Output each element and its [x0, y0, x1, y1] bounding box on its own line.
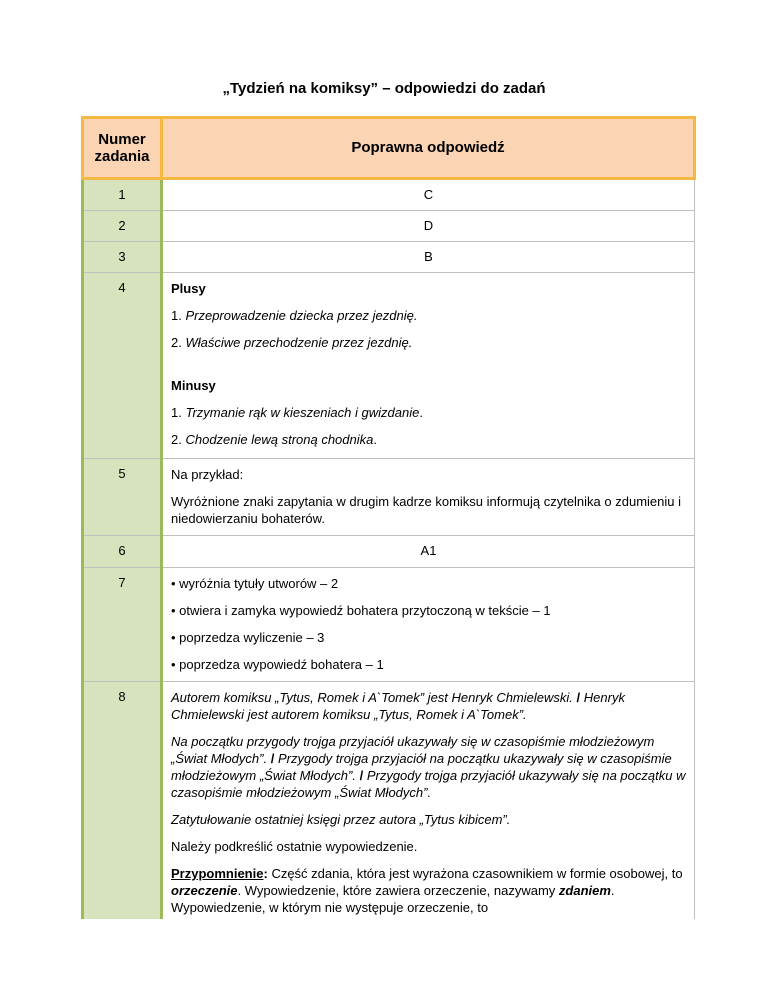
task-number: 1	[83, 179, 162, 211]
answer-line: Na przykład:	[171, 467, 244, 482]
list-item: • poprzedza wyliczenie – 3	[171, 630, 325, 645]
answer-paragraph: Należy podkreślić ostatnie wypowiedzenie.	[171, 839, 418, 854]
answer-paragraph: Na początku przygody trojga przyjaciół ukazywały się w czasopiśmie młodzieżowym „Świat Młodych”. / Przygody trojga przyjaciół na początku ukazywały się w czasopiśmie młodzieżowym „Świat Młodych”. / Przygody trojga przyjaciół ukazywały się na początku w czasopiśmie młodzieżowym „Świat Młodych”.	[171, 734, 686, 800]
minus-item: 1. Trzymanie rąk w kieszeniach i gwizdanie.	[171, 405, 423, 420]
plus-item: 2. Właściwe przechodzenie przez jezdnię.	[171, 335, 413, 350]
table-header-row	[83, 118, 695, 179]
task-number: 3	[83, 242, 162, 273]
task-answer	[162, 273, 695, 459]
task-number: 2	[83, 211, 162, 242]
table-row	[83, 568, 695, 682]
task-answer	[162, 459, 695, 536]
task-number: 6	[83, 536, 162, 568]
table-row	[83, 211, 695, 242]
task-answer	[162, 568, 695, 682]
table-row	[83, 536, 695, 568]
task-answer: C	[162, 179, 695, 211]
table-row	[83, 273, 695, 459]
task-number: 4	[83, 273, 162, 459]
table-row	[83, 242, 695, 273]
minus-heading: Minusy	[171, 378, 216, 393]
reminder-paragraph: Przypomnienie: Część zdania, która jest wyrażona czasownikiem w formie osobowej, to orzeczenie. Wypowiedzenie, które zawiera orzeczenie, nazywamy zdaniem. Wypowiedzenie, w którym nie występuje orzeczenie, to	[171, 866, 683, 915]
task-answer: B	[162, 242, 695, 273]
table-row	[83, 179, 695, 211]
list-item: • poprzedza wypowiedź bohatera – 1	[171, 657, 384, 672]
answers-table	[81, 116, 696, 919]
list-item: • otwiera i zamyka wypowiedź bohatera przytoczoną w tekście – 1	[171, 603, 551, 618]
list-item: • wyróżnia tytuły utworów – 2	[171, 576, 339, 591]
task-answer: A1	[162, 536, 695, 568]
task-answer	[162, 682, 695, 920]
plus-item: 1. Przeprowadzenie dziecka przez jezdnię.	[171, 308, 418, 323]
table-row	[83, 682, 695, 920]
plus-heading: Plusy	[171, 281, 206, 296]
task-number: 7	[83, 568, 162, 682]
task-number: 8	[83, 682, 162, 920]
document-title: „Tydzień na komiksy” – odpowiedzi do zadań	[222, 80, 546, 97]
task-number: 5	[83, 459, 162, 536]
answer-line: Wyróżnione znaki zapytania w drugim kadrze komiksu informują czytelnika o zdumieniu i niedowierzaniu bohaterów.	[171, 494, 681, 526]
header-correct-answer: Poprawna odpowiedź	[162, 118, 695, 179]
answer-paragraph: Autorem komiksu „Tytus, Romek i A`Tomek” jest Henryk Chmielewski. / Henryk Chmielewski jest autorem komiksu „Tytus, Romek i A`Tomek”.	[171, 690, 625, 722]
header-task-number: Numer zadania	[83, 118, 162, 179]
answer-paragraph: Zatytułowanie ostatniej księgi przez autora „Tytus kibicem”.	[171, 812, 511, 827]
task-answer: D	[162, 211, 695, 242]
minus-item: 2. Chodzenie lewą stroną chodnika.	[171, 432, 377, 447]
table-row	[83, 459, 695, 536]
